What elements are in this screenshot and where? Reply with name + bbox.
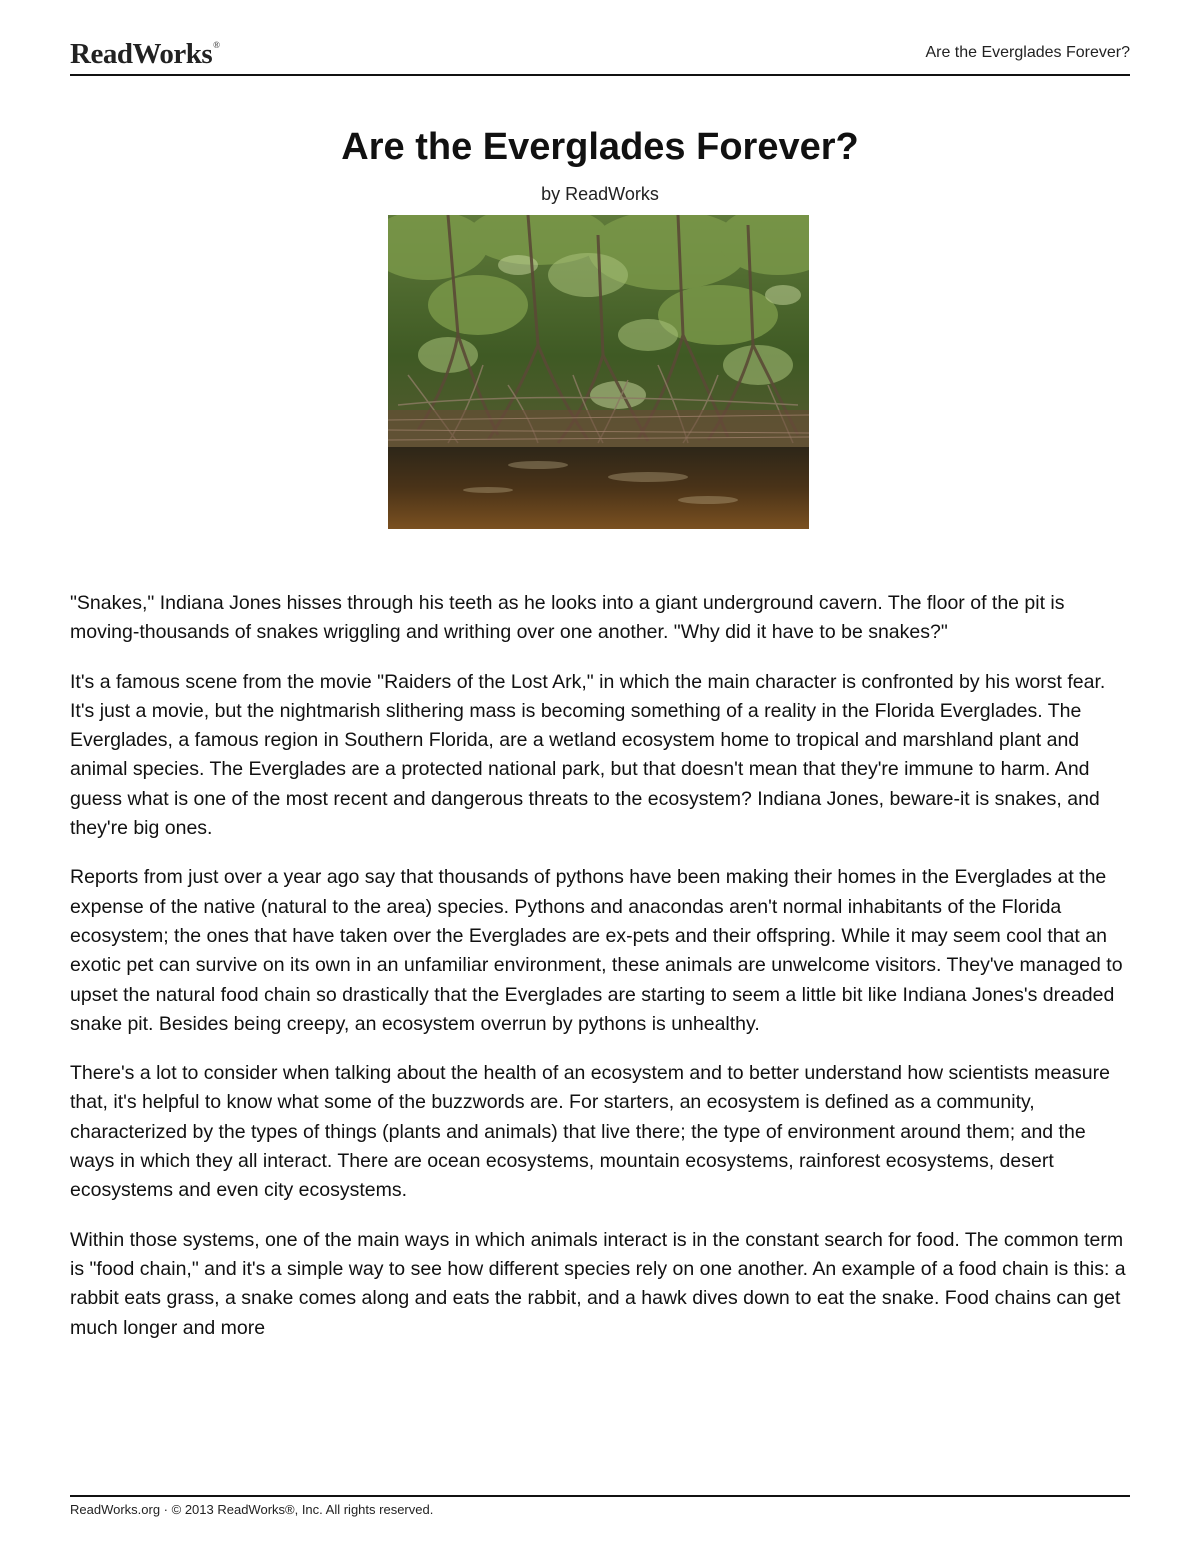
article-body — [70, 589, 1132, 1363]
running-title: Are the Everglades Forever? — [925, 44, 1130, 61]
mangrove-photo — [388, 215, 809, 529]
logo-registered-mark: ® — [213, 40, 220, 50]
paragraph: "Snakes," Indiana Jones hisses through his teeth as he looks into a giant underground cavern. The floor of the pit is moving-thousands of snakes wriggling and writhing over one another. "Why did it have to be snakes?" — [70, 592, 1065, 644]
mangrove-illustration — [388, 215, 809, 529]
paragraph: It's a famous scene from the movie "Raiders of the Lost Ark," in which the main character is confronted by his worst fear. It's just a movie, but the nightmarish slithering mass is becoming something of a reality in the Florida Everglades. The Everglades, a famous region in Southern Florida, are a wetland ecosystem home to tropical and marshland plant and animal species. The Everglades are a protected national park, but that doesn't mean that they're immune to harm. And guess what is one of the most recent and dangerous threats to the ecosystem? Indiana Jones, beware-it is snakes, and they're big ones. — [70, 670, 1106, 840]
readworks-logo — [70, 38, 219, 71]
article-byline: by ReadWorks — [541, 184, 659, 204]
article-title: Are the Everglades Forever? — [341, 126, 859, 168]
logo-text: ReadWorks — [70, 38, 213, 70]
page-header — [70, 36, 1130, 76]
paragraph: There's a lot to consider when talking about the health of an ecosystem and to better understand how scientists measure that, it's helpful to know what some of the buzzwords are. For starters, an ecosystem is defined as a community, characterized by the types of things (plants and animals) that live there; the type of environment around them; and the ways in which they all interact. There are ocean ecosystems, mountain ecosystems, rainforest ecosystems, desert ecosystems and even city ecosystems. — [70, 1062, 1110, 1202]
paragraph: Within those systems, one of the main ways in which animals interact is in the constant search for food. The common term is "food chain," and it's a simple way to see how different species rely on one another. An example of a food chain is this: a rabbit eats grass, a snake comes along and eats the rabbit, and a hawk dives down to eat the snake. Food chains can get much longer and more — [70, 1228, 1126, 1339]
page-footer: ReadWorks.org · © 2013 ReadWorks®, Inc. All rights reserved. — [70, 1495, 1130, 1517]
paragraph: Reports from just over a year ago say that thousands of pythons have been making their homes in the Everglades at the expense of the native (natural to the area) species. Pythons and anacondas aren't normal inhabitants of the Florida ecosystem; the ones that have taken over the Everglades are ex-pets and their offspring. While it may seem cool that an exotic pet can survive on its own in an unfamiliar environment, these animals are unwelcome visitors. They've managed to upset the natural food chain so drastically that the Everglades are starting to seem a little bit like Indiana Jones's dreaded snake pit. Besides being creepy, an ecosystem overrun by pythons is unhealthy. — [70, 866, 1123, 1035]
